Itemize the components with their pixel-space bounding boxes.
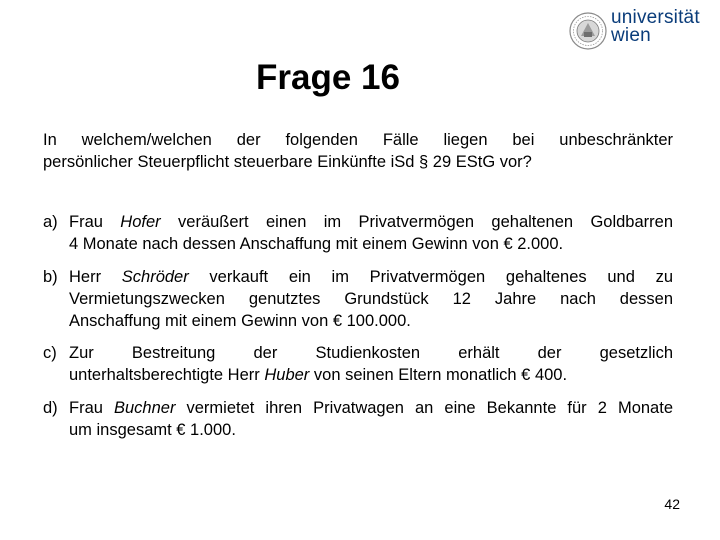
question-line-1: In welchem/welchen der folgenden Fälle liegen bei unbeschränkter <box>43 131 673 149</box>
option-b <box>43 266 673 332</box>
option-a-name: Hofer <box>120 213 161 231</box>
option-c-text: von seinen Eltern monatlich € 400. <box>309 366 568 384</box>
option-b-text: verkauft ein im Privatvermögen gehaltenes und zu <box>188 268 673 286</box>
option-c-text: unterhaltsberechtigte Herr <box>69 366 265 384</box>
option-label: d) <box>43 399 58 417</box>
university-seal-icon <box>569 12 607 50</box>
option-d-line-1 <box>69 397 673 419</box>
page-title: Frage 16 <box>256 58 400 97</box>
option-c-name: Huber <box>264 366 310 384</box>
option-b-text: Herr <box>69 268 122 286</box>
option-a-line-1 <box>69 211 673 233</box>
option-c-line-2 <box>69 364 673 386</box>
logo-text <box>611 9 700 45</box>
option-c-line-1: Zur Bestreitung der Studienkosten erhält der gesetzlich <box>69 344 673 362</box>
option-d <box>43 397 673 441</box>
university-logo <box>569 7 709 50</box>
option-a <box>43 211 673 255</box>
logo-line-1: universität <box>611 7 700 28</box>
question-text <box>43 129 673 173</box>
question-line-2: persönlicher Steuerpflicht steuerbare Einkünfte iSd § 29 EStG vor? <box>43 153 532 171</box>
option-b-line-1 <box>69 266 673 288</box>
logo-line-2: wien <box>611 25 651 46</box>
option-a-line-2: 4 Monate nach dessen Anschaffung mit einem Gewinn von € 2.000. <box>69 235 564 253</box>
option-b-name: Schröder <box>121 268 189 286</box>
option-b-line-2: Vermietungszwecken genutztes Grundstück 12 Jahre nach dessen <box>69 290 673 308</box>
page-number: 42 <box>664 496 680 512</box>
option-label: a) <box>43 213 58 231</box>
option-a-text: veräußert einen im Privatvermögen gehaltenen Goldbarren <box>160 213 673 231</box>
option-d-line-2: um insgesamt € 1.000. <box>69 421 236 439</box>
option-d-name: Buchner <box>113 399 176 417</box>
option-d-text: Frau <box>69 399 114 417</box>
option-a-text: Frau <box>69 213 121 231</box>
option-label: b) <box>43 268 58 286</box>
option-label: c) <box>43 344 57 362</box>
option-b-line-3: Anschaffung mit einem Gewinn von € 100.000. <box>69 312 411 330</box>
option-d-text: vermietet ihren Privatwagen an eine Bekannte für 2 Monate <box>175 399 673 417</box>
option-c <box>43 342 673 386</box>
